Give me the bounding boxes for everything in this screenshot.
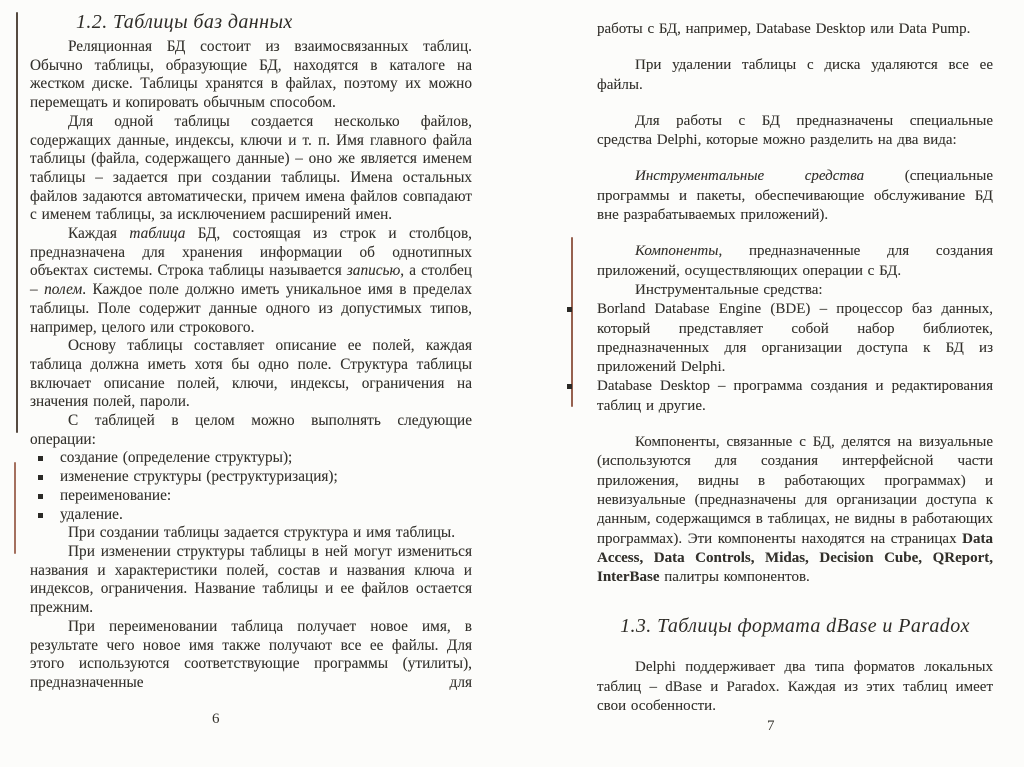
scan-streak-left-top [16, 12, 18, 433]
paragraph [597, 433, 993, 587]
text-run: Компоненты, связанные с БД, делятся на визуальные (используются для создания интерфейсной части приложения, видны в работающих программах) и невизуальные (предназначены для организации доступа к данным, содержащимся в таблицах, не видны в работающих программах). Эти компоненты находятся на страницах [597, 434, 993, 547]
text-run: палитры компонентов. [659, 569, 810, 586]
paragraph: При удалении таблицы с диска удаляются все ее файлы. [597, 57, 993, 93]
italic-term: записью [346, 262, 401, 280]
paragraph: При изменении структуры таблицы в ней могут измениться названия и характеристики полей, состав и названия ключа и индексов, ограничения. Название таблицы и ее файлов остается прежним. [30, 542, 472, 617]
bullet-list [30, 449, 472, 524]
page-number-right: 7 [767, 718, 775, 734]
text-run: (специальные программы и пакеты, обеспечивающие обслуживание БД вне разрабатываемых приложений). [597, 168, 993, 224]
italic-term: Компоненты [635, 243, 719, 260]
text-run: БД, состоящая из строк и столбцов, предназначена для хранения информации об однотипных объектах системы. Строка таблицы называется [30, 225, 472, 280]
scan-streak-left-lower [14, 462, 16, 554]
italic-term: полем [44, 281, 83, 299]
paragraph [597, 167, 993, 225]
paragraph: Для работы с БД предназначены специальные средства Delphi, которые можно разделить на два вида: [597, 112, 993, 149]
text-run: . Каждое поле должно иметь уникальное имя в пределах таблицы. Поле содержит данные одного из допустимых типов, например, целого или строкового. [30, 281, 472, 336]
bold-component-pages: Data Access, Data Controls, Midas, Decision Cube, QReport, InterBase [597, 530, 993, 586]
bullet-item: переименование: [30, 487, 472, 506]
paragraph: работы с БД, например, Database Desktop или Data Pump. [597, 21, 971, 37]
paragraph: При переименовании таблица получает новое имя, в результате чего новое имя также получают все ее файлы. Для этого используются соответствующие программы (утилиты), предназначенные для [30, 617, 472, 691]
left-page [30, 10, 472, 693]
paragraph: Инструментальные средства: [635, 281, 823, 298]
italic-term: Инструментальные средства [635, 168, 865, 185]
paragraph: Для одной таблицы создается несколько файлов, содержащих данные, индексы, ключи и т. п. Имя главного файла таблицы (файла, содержащего данные) – оно же является именем таблицы – задается при создании таблицы. Имена остальных файлов задаются автоматически, причем имена файлов совпадают с именем таблицы, за исключением расширений имен. [30, 112, 472, 224]
paragraph [30, 225, 472, 337]
paragraph [597, 242, 993, 281]
paragraph: При создании таблицы задается структура и имя таблицы. [68, 524, 456, 542]
italic-term: таблица [129, 225, 186, 243]
paragraph: С таблицей в целом можно выполнять следующие операции: [30, 412, 472, 448]
paragraph: Реляционная БД состоит из взаимосвязанных таблиц. Обычно таблицы, образующие БД, находятся в каталоге на жестком диске. Таблицы хранятся в файлах, поэтому их можно перемещать и копировать обычным способом. [30, 38, 472, 112]
paragraph: Delphi поддерживает два типа форматов локальных таблиц – dBase и Paradox. Каждая из этих таблиц имеет свои особенности. [597, 659, 993, 715]
bullet-item: создание (определение структуры); [30, 449, 472, 468]
text-run: , предназначенные для создания приложений, осуществляющих операции с БД. [597, 243, 993, 279]
paragraph: Основу таблицы составляет описание ее полей, каждая таблица должна иметь хотя бы одно поле. Структура таблицы включает описание полей, ключи, индексы, ограничения на значения полей, пароли. [30, 337, 472, 411]
right-page [597, 20, 993, 716]
section-heading-1-2: 1.2. Таблицы баз данных [76, 11, 293, 33]
bullet-item: изменение структуры (реструктуризация); [30, 468, 472, 487]
bullet-item: Database Desktop – программа создания и редактирования таблиц и другие. [597, 377, 993, 416]
bullet-item: Borland Database Engine (BDE) – процессор баз данных, который представляет собой набор библиотек, предназначенных для организации доступа к БД из приложений Delphi. [597, 300, 993, 377]
text-run: , а столбец – [30, 262, 472, 299]
bullet-item: удаление. [30, 506, 472, 525]
page-number-left: 6 [212, 711, 220, 727]
bullet-list [597, 300, 993, 416]
scan-streak-right-page [571, 237, 573, 407]
text-run: Каждая [68, 225, 130, 243]
section-heading-1-3: 1.3. Таблицы формата dBase и Paradox [620, 615, 970, 638]
